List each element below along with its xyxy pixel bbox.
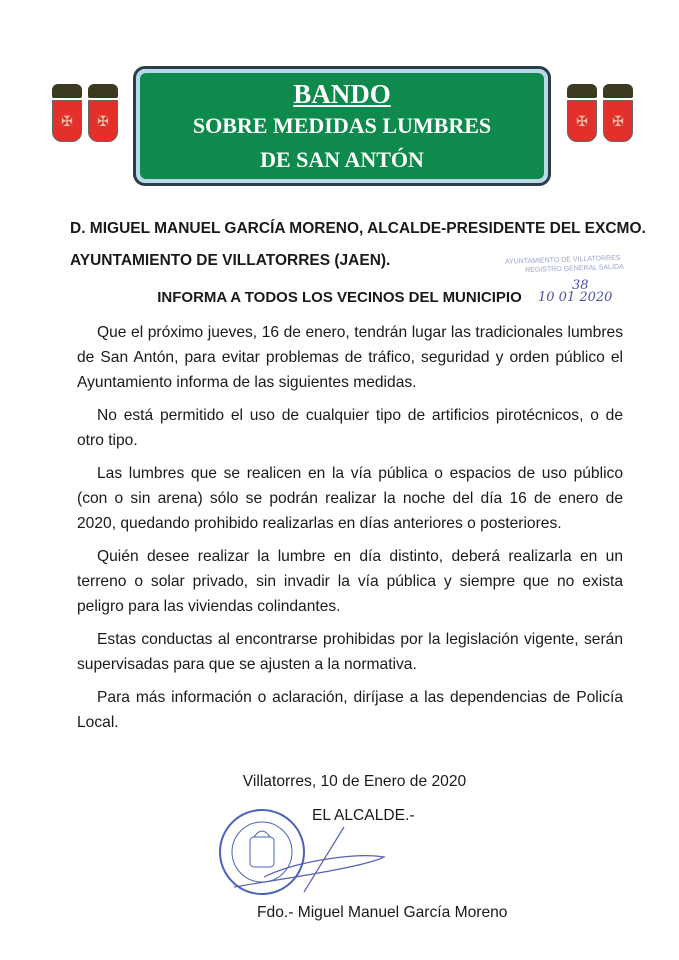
paragraph: No está permitido el uso de cualquier tipo de artificios pirotécnicos, o de otro tipo. <box>77 407 623 449</box>
coat-of-arms-icon <box>567 84 597 142</box>
coat-of-arms-icon <box>603 84 633 142</box>
header-line-1: D. MIGUEL MANUEL GARCÍA MORENO, ALCALDE-PRESIDENTE DEL EXCMO. <box>70 220 646 237</box>
notice-heading: INFORMA A TODOS LOS VECINOS DEL MUNICIPIO <box>157 289 522 306</box>
coat-of-arms-icon <box>88 84 118 142</box>
signer-title: EL ALCALDE.- <box>312 807 415 824</box>
paragraph: Las lumbres que se realicen en la vía pública o espacios de uso público (con o sin arena) sólo se podrán realizar la noche del día 16 de enero de 2020, quedando prohibido realizarlas en días anteriores o posteriores. <box>77 465 623 532</box>
stamp-line: AYUNTAMIENTO DE VILLATORRES <box>504 254 621 266</box>
paragraph: Que el próximo jueves, 16 de enero, tendrán lugar las tradicionales lumbres de San Antón, para evitar problemas de tráfico, seguridad y orden público el Ayuntamiento informa de las siguientes medidas. <box>77 324 623 391</box>
signature-line: Fdo.- Miguel Manuel García Moreno <box>257 904 508 921</box>
stamp-line: REGISTRO GENERAL SALIDA <box>525 263 624 275</box>
header-line-2: AYUNTAMIENTO DE VILLATORRES (JAEN). <box>70 252 391 269</box>
banner-subtitle-2: DE SAN ANTÓN <box>260 147 424 172</box>
notice-body <box>77 320 623 743</box>
banner-subtitle: SOBRE MEDIDAS LUMBRES <box>192 113 492 138</box>
date-line: Villatorres, 10 de Enero de 2020 <box>242 773 467 790</box>
stamp-date: 10 01 2020 <box>538 290 613 305</box>
coat-of-arms-icon <box>52 84 82 142</box>
paragraph: Para más información o aclaración, diríjase a las dependencias de Policía Local. <box>77 689 623 731</box>
title-banner <box>133 66 551 186</box>
stamp-number: 38 <box>572 278 589 293</box>
paragraph: Quién desee realizar la lumbre en día distinto, deberá realizarla en un terreno o solar privado, sin invadir la vía pública y siempre que no exista peligro para las viviendas colindantes. <box>77 548 623 615</box>
paragraph: Estas conductas al encontrarse prohibidas por la legislación vigente, serán supervisadas para que se ajusten a la normativa. <box>77 631 623 673</box>
banner-title: BANDO <box>293 79 391 109</box>
registry-stamp <box>505 252 666 276</box>
